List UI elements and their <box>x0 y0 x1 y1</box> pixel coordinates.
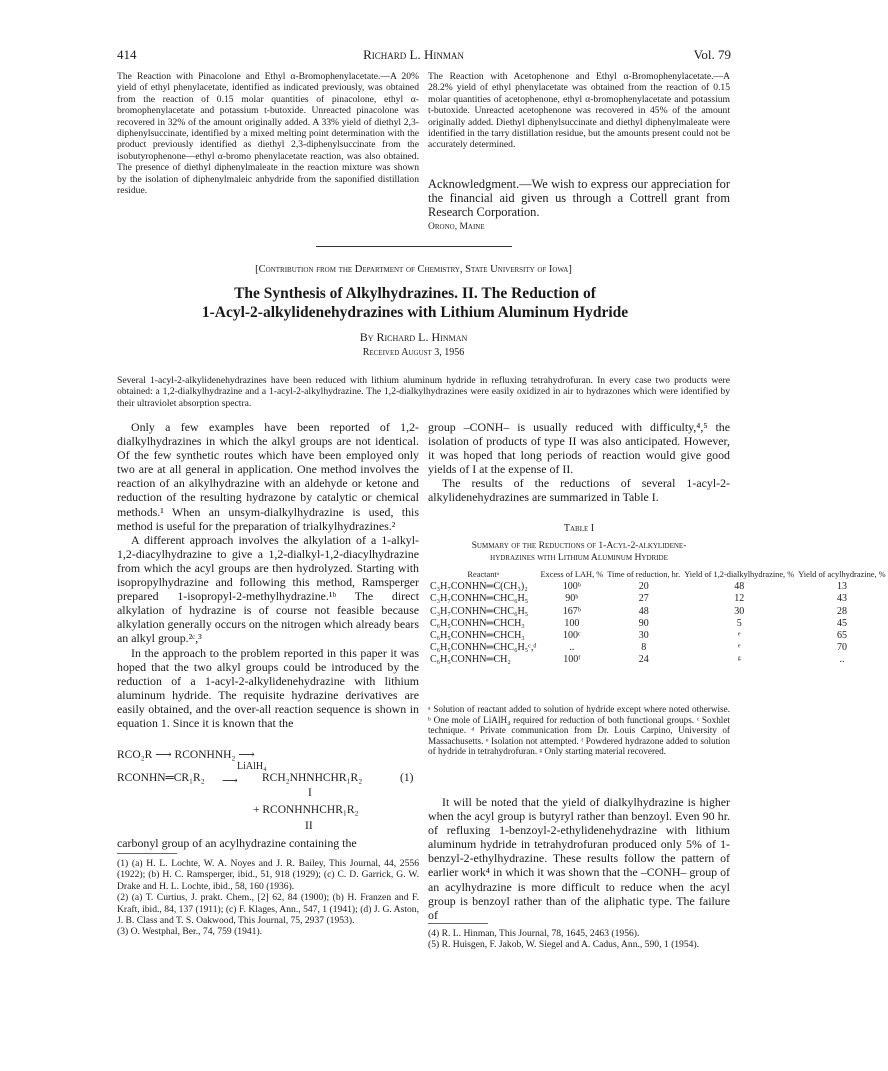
col-header-dialkyl-yield: Yield of 1,2-dialkylhydrazine, % <box>684 570 795 579</box>
footnote: (1) (a) H. L. Lochte, W. A. Noyes and J. R. Bailey, This Journal, 44, 2556 (1922); (b) H. C. Ramsperger, ibid., 51, 918 (1929); (c) C. D. Garrick, G. W. Drake and H. L. Lochte, ibid., 58, 160 (1936). <box>117 858 419 892</box>
footnote: (5) R. Huisgen, F. Jakob, W. Siegel and A. Cadus, Ann., 590, 1 (1954). <box>428 939 700 951</box>
body-paragraph: It will be noted that the yield of dialkylhydrazine is higher when the acyl group is butyryl rather than benzoyl. Even 90 hr. of refluxing 1-benzoyl-2-ethylidenehydrazine with lithium aluminum hydride in tetrahydrofuran produced only 5% of 1-benzyl-2-ethylhydrazine. These results follow the pattern of earlier work⁴ in which it was shown that the –CONH– group of an acylhydrazine is more difficult to reduce when the acyl group is benzoyl rather than of the aliphatic type. The failure of <box>428 795 730 922</box>
article-title-line2: 1-Acyl-2-alkylidenehydrazines with Lithium Aluminum Hydride <box>201 304 629 321</box>
cell-acyl-yield: 65 <box>836 630 847 642</box>
prev-paragraph-left: The Reaction with Pinacolone and Ethyl α-Bromophenylacetate.—A 20% yield of ethyl phenylacetate, identified as indicated previously, was obtained from the reaction of 0.15 molar quantities of pinacolone, ethyl α-bromophenylacetate and potassium t-butoxide. Unreacted pinacolone was recovered in 32% of the amount originally added. A 33% yield of diethyl 2,3-diphenylsuccinate, identified by a mixed melting point determination with the product previously identified as diethyl 2,3-diphenylsuccinate from the isobutyrophenone—ethyl α-bromo phenylacetate reaction, was also obtained. The presence of diethyl diphenylmaleate in the reaction mixture was shown by the isolation of diphenylmaleic anhydride from the saponified distillation residue. <box>117 71 419 197</box>
cell-acyl-yield: 70 <box>836 642 847 654</box>
cell-acyl-yield: 28 <box>836 605 847 617</box>
place: Orono, Maine <box>428 222 485 232</box>
right-body-column <box>428 420 730 505</box>
footnote: (4) R. L. Hinman, This Journal, 78, 1645, 2463 (1956). <box>428 928 640 939</box>
received-date: Received August 3, 1956 <box>362 347 465 358</box>
cell-dialkyl-yield: 30 <box>734 605 745 617</box>
col-header-excess: Excess of LAH, % <box>540 570 604 579</box>
equation-reactant: RCONHN═CR₁R₂ <box>117 772 205 784</box>
cell-reactant: C₆H₅CONHN═CHCH₃ <box>430 630 525 642</box>
table-caption-line1: Summary of the Reductions of 1-Acyl-2-alkylidene- <box>471 540 687 551</box>
equation-line1: RCO₂R ⟶ RCONHNH₂ ⟶ <box>117 749 255 761</box>
reaction-arrow-icon: ⟶ <box>222 775 238 787</box>
col-header-acyl-yield: Yield of acylhydrazine, % <box>798 570 886 579</box>
cell-excess: 167ᵇ <box>562 605 581 617</box>
cell-excess: .. <box>569 642 575 654</box>
cell-acyl-yield: .. <box>839 654 845 666</box>
equation-product2: + RCONHNHCHR₁R₂ <box>253 804 359 816</box>
cell-acyl-yield: 13 <box>836 581 847 593</box>
cell-reactant: C₃H₇CONHN═CHC₆H₅ <box>430 593 529 605</box>
table-row <box>428 630 888 642</box>
cell-reactant: C₃H₇CONHN═C(CH₃)₂ <box>430 581 528 593</box>
table-footnotes: ᵃ Solution of reactant added to solution of hydride except where noted otherwise. ᵇ One mole of LiAlH₄ required for reduction of both functional groups. ᶜ Soxhlet technique. ᵈ Private communication from Dr. Louis Carpino, University of Massachusetts. ᵉ Isolation not attempted. ᶠ Powdered hydrazone added to solution of hydride in tetrahydrofuran. ᵍ Only starting material recovered. <box>428 704 730 757</box>
table-row <box>428 593 888 605</box>
cell-acyl-yield: 45 <box>836 617 847 629</box>
cell-time: 24 <box>638 654 649 666</box>
cell-dialkyl-yield: ᵍ <box>737 654 741 666</box>
table-row <box>428 654 888 666</box>
table-row <box>428 642 888 654</box>
footnote: (3) O. Westphal, Ber., 74, 759 (1941). <box>117 926 263 938</box>
cell-time: 48 <box>638 605 649 617</box>
volume-label: Vol. 79 <box>693 47 731 62</box>
cell-time: 30 <box>638 630 649 642</box>
cell-dialkyl-yield: 12 <box>734 593 745 605</box>
table-header-row <box>428 569 888 581</box>
cell-time: 8 <box>641 642 647 654</box>
body-paragraph: group –CONH– is usually reduced with difficulty,⁴,⁵ the isolation of products of type II was also anticipated. However, it was hoped that long periods of reaction would give good yields of I at the expense of II. <box>428 420 730 477</box>
table-row <box>428 618 888 630</box>
col-header-time: Time of reduction, hr. <box>607 570 681 579</box>
table-row <box>428 606 888 618</box>
table-caption <box>428 540 730 563</box>
footnote-rule <box>117 853 177 854</box>
page-number: 414 <box>117 47 137 62</box>
body-paragraph: The results of the reductions of several 1-acyl-2-alkylidenehydrazines are summarized in Table I. <box>428 476 730 505</box>
table-caption-line2: hydrazines with Lithium Aluminum Hydride <box>490 551 668 563</box>
cell-dialkyl-yield: ᵉ <box>737 630 741 642</box>
body-paragraph: In the approach to the problem reported in this paper it was hoped that the two alkyl groups could be introduced by the reduction of a 1-acyl-2-alkylidenehydrazine with lithium aluminum hydride. The requisite hydrazine derivatives are easily obtained, and the over-all reaction sequence is shown in equation 1. Since it is known that the <box>117 645 419 730</box>
cell-dialkyl-yield: ᵉ <box>737 642 741 654</box>
results-table <box>428 569 888 667</box>
body-paragraph: Only a few examples have been reported of 1,2-dialkylhydrazines in which the alkyl groups are not identical. Of the few synthetic routes which have been employed only two are at all general in application. One method involves the reaction of an alkylhydrazine with an aldehyde or ketone and reduction of the resulting hydrazone by catalytic or chemical methods.¹ When an unsym-dialkylhydrazine is used, this method is useful for the preparation of trialkylhydrazines.² <box>117 420 419 533</box>
left-body-column <box>117 420 419 730</box>
separator-rule <box>316 246 512 247</box>
table-label: Table I <box>563 523 595 534</box>
equation-label-2: II <box>305 820 313 832</box>
equation-product1: RCH₂NHNHCHR₁R₂ <box>262 772 363 784</box>
cell-excess: 100ᶜ <box>563 630 581 642</box>
byline: By Richard L. Hinman <box>359 330 468 344</box>
prev-paragraph-right: The Reaction with Acetophenone and Ethyl α-Bromophenylacetate.—A 28.2% yield of ethyl phenylacetate was obtained from the reaction of 0.15 molar quantities of acetophenone, ethyl α-bromophenylacetate and potassium t-butoxide. Unreacted acetophenone was recovered in 45% of the amount originally added. Diethyl diphenylsuccinate and diethyl diphenylmaleate were identified in the tarry distillation residue, but the amounts present could not be accurately determined. <box>428 71 730 151</box>
article-title-line1: The Synthesis of Alkylhydrazines. II. The Reduction of <box>234 285 596 302</box>
cell-reactant: C₆H₅CONHN═CH₂ <box>430 654 511 666</box>
col-header-reactant: Reactantᵃ <box>467 570 500 579</box>
equation-label-1: I <box>308 787 312 799</box>
cell-excess: 100ᵇ <box>562 581 581 593</box>
cell-reactant: C₆H₅CONHN═CHCH₃ <box>430 617 525 629</box>
body-paragraph: A different approach involves the alkylation of a 1-alkyl-1,2-diacylhydrazine to give a 1,2-dialkyl-1,2-diacylhydrazine from which the acyl groups are then hydrolyzed. Starting with isopropylhydrazine and following this method, Ramsperger prepared 1-isopropyl-2-methylhydrazine.¹ᵇ The direct alkylation of hydrazine is of course not feasible because alkylation generally occurs on the nitrogen which already bears an alkyl group.²ᶜ,³ <box>117 532 419 646</box>
cell-time: 27 <box>638 593 649 605</box>
equation-reagent: LiAlH₄ <box>237 761 267 772</box>
cell-acyl-yield: 43 <box>836 593 847 605</box>
cell-reactant: C₆H₅CONHN═CHC₆H₅ᶜ,ᵈ <box>430 642 537 654</box>
cell-dialkyl-yield: 48 <box>734 581 745 593</box>
table-row <box>428 581 888 593</box>
body-paragraph: carbonyl group of an acylhydrazine containing the <box>117 836 357 850</box>
equation-number: (1) <box>400 772 414 784</box>
cell-time: 20 <box>638 581 649 593</box>
cell-time: 90 <box>638 617 649 629</box>
footnote-rule <box>428 923 488 924</box>
cell-excess: 100 <box>564 617 580 629</box>
contribution-line: [Contribution from the Department of Chemistry, State University of Iowa] <box>255 264 572 275</box>
cell-excess: 100ᶠ <box>563 654 581 666</box>
footnote: (2) (a) T. Curtius, J. prakt. Chem., [2] 62, 84 (1900); (b) H. Franzen and F. Kraft, ibid., 84, 137 (1911); (c) F. Klages, Ann., 547, 1 (1941); (d) J. G. Aston, J. B. Class and T. S. Oakwood, This Journal, 75, 2937 (1953). <box>117 892 419 927</box>
cell-reactant: C₃H₇CONHN═CHC₆H₅ <box>430 605 529 617</box>
acknowledgment: Acknowledgment.—We wish to express our appreciation for the financial aid given us through a Cottrell grant from Research Corporation. <box>428 177 730 220</box>
running-author: Richard L. Hinman <box>363 47 464 62</box>
abstract: Several 1-acyl-2-alkylidenehydrazines have been reduced with lithium aluminum hydride in refluxing tetrahydrofuran. In every case two products were obtained: a 1,2-dialkylhydrazine and a 1-acyl-2-alkylhydrazine. The 1,2-dialkylhydrazines were easily oxidized in air to hydrazones which were identified by their ultraviolet absorption spectra. <box>117 375 730 409</box>
footnotes-right <box>428 928 730 951</box>
cell-excess: 90ᵇ <box>565 593 579 605</box>
cell-dialkyl-yield: 5 <box>736 617 742 629</box>
footnotes-left <box>117 858 419 938</box>
